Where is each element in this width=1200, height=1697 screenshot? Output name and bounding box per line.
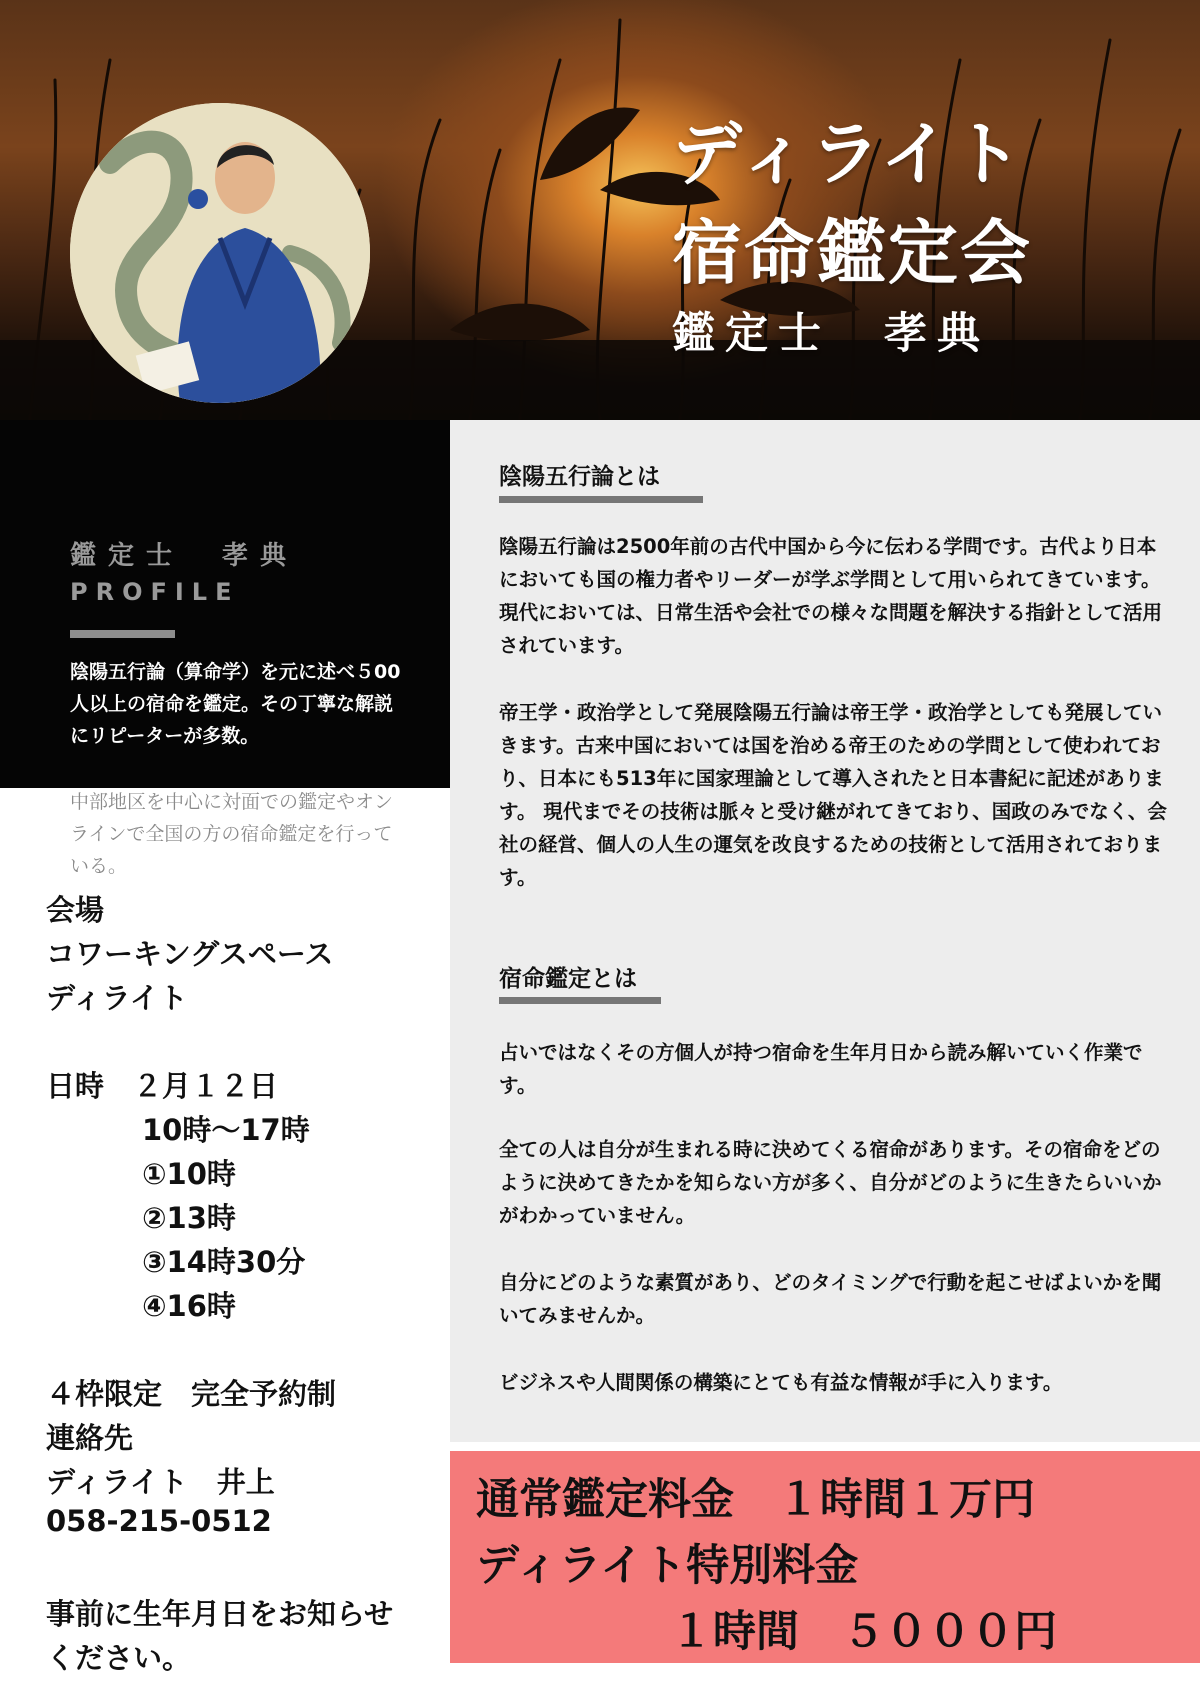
event-subtitle: 鑑定士 孝典 [672, 309, 990, 359]
shukumei-paragraph: ビジネスや人間関係の構築にとても有益な情報が手に入ります。 [499, 1371, 1063, 1394]
shukumei-divider [499, 997, 661, 1004]
appraiser-portrait [70, 103, 370, 403]
contact-phone: 058-215-0512 [46, 1504, 272, 1538]
time-range: 10時～17時 [142, 1113, 310, 1147]
special-price-label: ディライト特別料金 [476, 1541, 859, 1591]
special-price: １時間 ５０００円 [670, 1607, 1057, 1657]
event-title-line2: 宿命鑑定会 [672, 212, 1032, 294]
onmyo-heading: 陰陽五行論とは [499, 464, 660, 490]
hero-banner [0, 0, 1200, 420]
onmyo-divider [499, 496, 703, 503]
contact-name: ディライト 井上 [46, 1465, 275, 1499]
profile-heading: PROFILE [70, 578, 240, 606]
venue-line1: コワーキングスペース [46, 937, 334, 971]
venue-line2: ディライト [46, 981, 188, 1015]
time-slot: ④16時 [142, 1289, 236, 1323]
profile-divider [70, 630, 175, 638]
venue-label: 会場 [46, 893, 105, 927]
profile-name: 鑑定士 孝典 [70, 541, 299, 571]
time-slot: ②13時 [142, 1201, 236, 1235]
shukumei-paragraph: 全ての人は自分が生まれる時に決めてくる宿命があります。その宿命をどのように決めてきたかを知らない方が多く、自分がどのように生きたらいいかがわかっていません。 [499, 1138, 1162, 1227]
normal-price: 通常鑑定料金 １時間１万円 [476, 1475, 1035, 1525]
profile-description: 陰陽五行論（算命学）を元に述べ５00人以上の宿命を鑑定。その丁寧な解説にリピーターが多数。 [70, 661, 401, 747]
date-label: 日時 ２月１２日 [46, 1069, 279, 1103]
event-title-line1: ディライト [672, 113, 1025, 195]
notice-line2: ください。 [46, 1641, 192, 1675]
notice-line1: 事前に生年月日をお知らせ [46, 1597, 394, 1631]
time-slot: ③14時30分 [142, 1245, 306, 1279]
onmyo-paragraph: 陰陽五行論は2500年前の古代中国から今に伝わる学問です。古代より日本においても国の権力者やリーダーが学ぶ学問として用いられてきています。現代においては、日常生活や会社での様々な問題を解決する指針として活用されています。 [499, 535, 1163, 657]
booking-limit: ４枠限定 完全予約制 [46, 1377, 337, 1411]
shukumei-paragraph: 自分にどのような素質があり、どのタイミングで行動を起こせばよいかを聞いてみませんか。 [499, 1271, 1162, 1327]
shukumei-heading: 宿命鑑定とは [499, 966, 637, 992]
profile-description-muted: 中部地区を中心に対面での鑑定やオンラインで全国の方の宿命鑑定を行っている。 [70, 791, 394, 877]
shukumei-paragraph: 占いではなくその方個人が持つ宿命を生年月日から読み解いていく作業です。 [499, 1041, 1143, 1097]
contact-label: 連絡先 [46, 1421, 134, 1455]
time-slot: ①10時 [142, 1157, 236, 1191]
onmyo-paragraph: 帝王学・政治学として発展陰陽五行論は帝王学・政治学としても発展していきます。古来中国においては国を治める帝王のための学問として使われており、日本にも513年に国家理論として導入されたと日本書紀に記述があります。 現代までその技術は脈々と受け継がれてきており、国政のみでなく、会社の経営、個人の人生の運気を改良するための技術として活用されております。 [499, 701, 1167, 889]
